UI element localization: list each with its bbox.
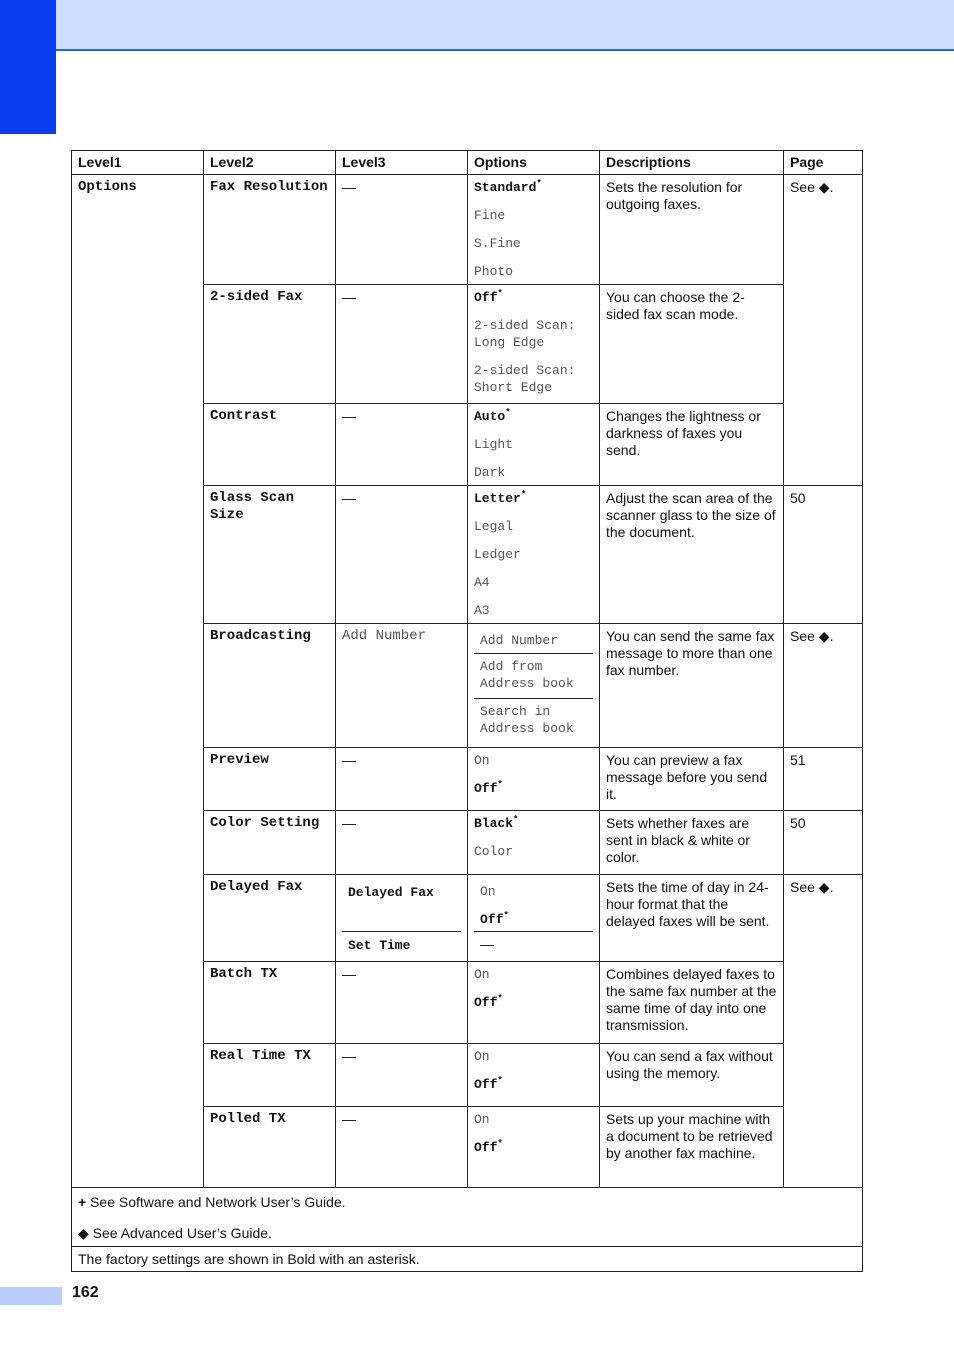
col-header-level3: Level3 (336, 151, 468, 175)
description: Sets the resolution for outgoing faxes. (600, 175, 784, 285)
option-default: Off* (474, 779, 503, 796)
option-default: Off* (474, 1138, 503, 1155)
level2-real-time-tx: Real Time TX (204, 1044, 336, 1107)
footnote-advanced: ◆ See Advanced User’s Guide. (78, 1225, 272, 1241)
options-cell (468, 748, 600, 811)
col-header-descriptions: Descriptions (600, 151, 784, 175)
header-band (0, 0, 954, 51)
level2-polled-tx: Polled TX (204, 1107, 336, 1188)
option: Ledger (474, 547, 521, 562)
options-cell (468, 175, 600, 285)
page-ref: See ◆. (784, 175, 863, 486)
level3-dash: — (336, 486, 468, 624)
option-default: Off* (474, 993, 503, 1010)
description: Sets up your machine with a document to be retrieved by another fax machine. (600, 1107, 784, 1188)
level3-dash: — (336, 175, 468, 285)
page-ref: 50 (784, 811, 863, 875)
option-default: Off* (474, 288, 503, 305)
table-row (72, 175, 863, 285)
description: Sets the time of day in 24-hour format that the delayed faxes will be sent. (600, 875, 784, 962)
level1-options: Options (72, 175, 204, 1188)
level3-dash: — (336, 748, 468, 811)
option: On (474, 1112, 490, 1127)
options-cell (468, 486, 600, 624)
description: Changes the lightness or darkness of faxes you send. (600, 404, 784, 486)
level2-contrast: Contrast (204, 404, 336, 486)
page-ref: See ◆. (784, 624, 863, 748)
option: Color (474, 844, 514, 859)
col-header-page: Page (784, 151, 863, 175)
option: On (474, 967, 490, 982)
factory-note: The factory settings are shown in Bold with an asterisk. (72, 1247, 863, 1272)
description: Adjust the scan area of the scanner glass to the size of the document. (600, 486, 784, 624)
option: A3 (474, 603, 490, 618)
level2-2-sided-fax: 2-sided Fax (204, 285, 336, 404)
option-default: Standard* (474, 178, 542, 195)
level2-preview: Preview (204, 748, 336, 811)
option: Fine (474, 208, 506, 223)
level3-dash: — (336, 285, 468, 404)
description: You can send the same fax message to more than one fax number. (600, 624, 784, 748)
level2-broadcasting: Broadcasting (204, 624, 336, 748)
page-ref: See ◆. (784, 875, 863, 1188)
options-cell (468, 404, 600, 486)
page-number-tab (0, 1287, 62, 1305)
level3-dash: — (336, 962, 468, 1044)
diamond-icon: ◆ (78, 1225, 89, 1241)
options-cell (468, 624, 600, 748)
option-default: Off* (474, 1075, 503, 1092)
description: Combines delayed faxes to the same fax number at the same time of day into one transmission. (600, 962, 784, 1044)
option-default: Black* (474, 814, 519, 831)
description: You can preview a fax message before you send it. (600, 748, 784, 811)
option-default: Off* (480, 910, 509, 927)
description: You can choose the 2-sided fax scan mode. (600, 285, 784, 404)
level3-cell (336, 875, 468, 962)
option: Photo (474, 264, 514, 279)
option: 2-sided Scan: Long Edge (474, 318, 576, 350)
col-header-level1: Level1 (72, 151, 204, 175)
level3-dash: — (336, 1107, 468, 1188)
option: Light (474, 437, 514, 452)
level2-batch-tx: Batch TX (204, 962, 336, 1044)
level3-delayed-fax: Delayed Fax (348, 885, 434, 900)
description: Sets whether faxes are sent in black & white or color. (600, 811, 784, 875)
options-cell (468, 875, 600, 962)
option: On (474, 1049, 490, 1064)
level2-fax-resolution: Fax Resolution (204, 175, 336, 285)
settings-table (71, 150, 863, 1272)
page-ref: 51 (784, 748, 863, 811)
page-number: 162 (72, 1284, 99, 1301)
option-dash: — (474, 931, 593, 957)
level3-dash: — (336, 811, 468, 875)
level3-dash: — (336, 404, 468, 486)
description: You can send a fax without using the memory. (600, 1044, 784, 1107)
footnote-software: + See Software and Network User’s Guide. (78, 1194, 346, 1210)
page-ref: 50 (784, 486, 863, 624)
option: On (474, 753, 490, 768)
options-cell (468, 1044, 600, 1107)
level2-delayed-fax: Delayed Fax (204, 875, 336, 962)
col-header-options: Options (468, 151, 600, 175)
chapter-tab (0, 0, 56, 134)
options-cell (468, 811, 600, 875)
options-cell (468, 285, 600, 404)
col-header-level2: Level2 (204, 151, 336, 175)
level2-color-setting: Color Setting (204, 811, 336, 875)
option: Add Number (480, 633, 559, 648)
option: 2-sided Scan: Short Edge (474, 363, 576, 395)
option-default: Letter* (474, 489, 527, 506)
option: Search in Address book (480, 704, 574, 736)
option: On (480, 884, 496, 899)
options-cell (468, 962, 600, 1044)
option: Dark (474, 465, 506, 480)
level2-glass-scan-size: Glass Scan Size (204, 486, 336, 624)
option: Legal (474, 519, 514, 534)
options-cell (468, 1107, 600, 1188)
level3-set-time: Set Time (348, 938, 411, 953)
option: A4 (474, 575, 490, 590)
level3-dash: — (336, 1044, 468, 1107)
plus-icon: + (78, 1194, 87, 1210)
header-row (72, 151, 863, 175)
option-default: Auto* (474, 407, 511, 424)
level3-add-number: Add Number (336, 624, 468, 748)
option: S.Fine (474, 236, 521, 251)
option: Add from Address book (480, 659, 574, 691)
factory-note-row (72, 1247, 863, 1272)
footnote-row (72, 1188, 863, 1247)
